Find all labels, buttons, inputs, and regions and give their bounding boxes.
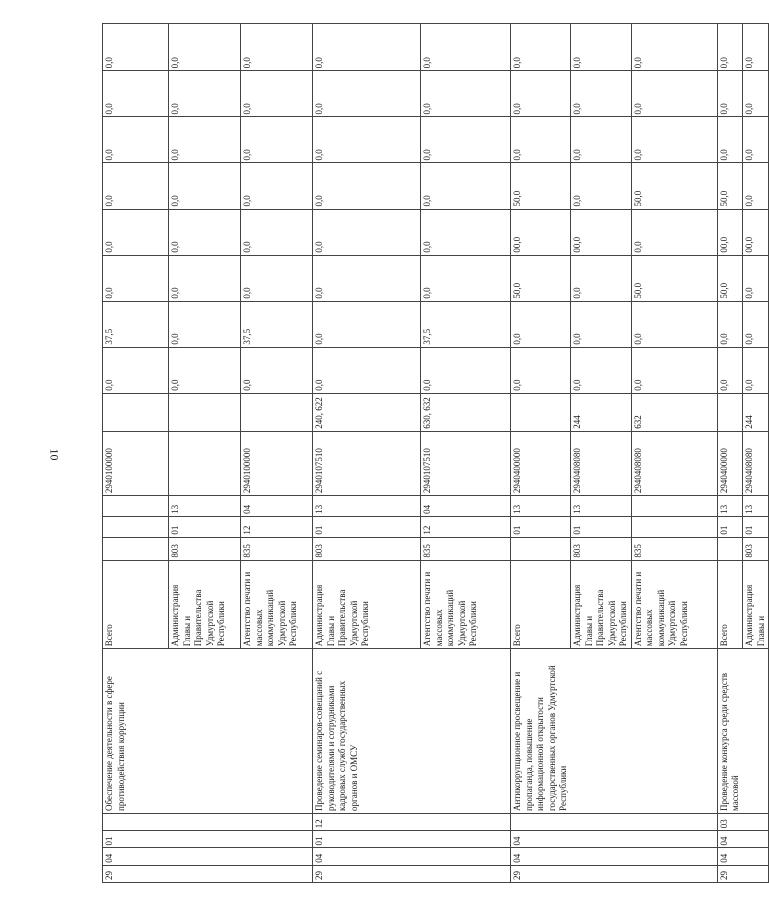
cell-csr: 2940408080 <box>743 431 769 495</box>
cell-csr: 2940400000 <box>717 431 743 495</box>
cell-val-2: 0,0 <box>313 301 421 347</box>
cell-val-8: 0,0 <box>421 24 511 71</box>
cell-val-7: 0,0 <box>169 71 241 117</box>
cell-val-5: 0,0 <box>313 163 421 209</box>
cell-val-4: 00,0 <box>743 209 769 255</box>
cell-code-gp: 29 <box>511 865 571 882</box>
cell-val-8: 0,0 <box>511 24 571 71</box>
cell-grbs: 803 <box>313 537 421 560</box>
cell-executor: Агентство печати и массовых коммуникаций Удмуртской Республики <box>241 560 313 649</box>
cell-csr <box>169 431 241 495</box>
cell-executor: Агентство печати и массовых коммуникаций Удмуртской Республики <box>631 560 717 649</box>
cell-val-3: 0,0 <box>103 255 169 301</box>
table-row <box>743 24 769 883</box>
cell-vr <box>103 393 169 431</box>
cell-vr: 630, 632 <box>421 393 511 431</box>
cell-event-name <box>631 649 717 814</box>
cell-val-3: 0,0 <box>743 255 769 301</box>
cell-code-om <box>743 831 769 848</box>
cell-executor: Всего <box>511 560 571 649</box>
cell-vr: 632 <box>631 393 717 431</box>
cell-code-om: 01 <box>103 831 169 848</box>
cell-val-2: 0,0 <box>743 301 769 347</box>
cell-val-1: 0,0 <box>631 347 717 393</box>
cell-val-5: 0,0 <box>421 163 511 209</box>
cell-event-name <box>743 649 769 814</box>
cell-pr: 04 <box>241 496 313 517</box>
cell-val-8: 0,0 <box>631 24 717 71</box>
cell-rz: 01 <box>717 516 743 537</box>
table-row <box>103 24 169 883</box>
cell-event-name <box>571 649 632 814</box>
cell-pr <box>631 496 717 517</box>
cell-csr: 2940100000 <box>103 431 169 495</box>
cell-val-1: 0,0 <box>717 347 743 393</box>
cell-code-om <box>169 831 241 848</box>
cell-val-2: 0,0 <box>717 301 743 347</box>
cell-val-7: 0,0 <box>717 71 743 117</box>
cell-val-3: 0,0 <box>421 255 511 301</box>
cell-code-pp <box>241 848 313 865</box>
cell-val-7: 0,0 <box>511 71 571 117</box>
cell-code-gp <box>169 865 241 882</box>
cell-code-pp: 04 <box>511 848 571 865</box>
cell-val-4: 00,0 <box>511 209 571 255</box>
cell-val-4: 0,0 <box>631 209 717 255</box>
cell-pr <box>103 496 169 517</box>
cell-executor: Всего <box>103 560 169 649</box>
cell-val-2: 37,5 <box>241 301 313 347</box>
cell-executor: Всего <box>717 560 743 649</box>
cell-code-m <box>169 813 241 830</box>
cell-val-3: 50,0 <box>511 255 571 301</box>
cell-val-6: 0,0 <box>241 117 313 163</box>
cell-code-pp <box>743 848 769 865</box>
cell-code-om: 04 <box>717 831 743 848</box>
cell-code-m <box>241 813 313 830</box>
cell-code-gp <box>743 865 769 882</box>
cell-val-4: 00,0 <box>571 209 632 255</box>
cell-rz <box>631 516 717 537</box>
page-number: 10 <box>47 448 62 461</box>
table-body <box>103 24 769 883</box>
cell-val-3: 50,0 <box>717 255 743 301</box>
cell-code-om: 01 <box>313 831 421 848</box>
cell-rz: 12 <box>241 516 313 537</box>
cell-grbs: 835 <box>421 537 511 560</box>
cell-val-4: 0,0 <box>313 209 421 255</box>
cell-val-4: 0,0 <box>241 209 313 255</box>
cell-rz: 01 <box>511 516 571 537</box>
cell-event-name: Обеспечение деятельности в сфере противодействия коррупции <box>103 649 169 814</box>
cell-val-8: 0,0 <box>571 24 632 71</box>
cell-val-5: 50,0 <box>511 163 571 209</box>
cell-executor: Администрация Главы и Правительства Удмуртской Республики <box>571 560 632 649</box>
cell-code-m: 12 <box>313 813 421 830</box>
cell-val-4: 0,0 <box>103 209 169 255</box>
cell-val-8: 0,0 <box>743 24 769 71</box>
cell-val-7: 0,0 <box>571 71 632 117</box>
cell-val-3: 50,0 <box>631 255 717 301</box>
cell-event-name: Проведение конкурса среди средств массовой <box>717 649 743 814</box>
cell-val-7: 0,0 <box>743 71 769 117</box>
cell-code-gp: 29 <box>103 865 169 882</box>
table-row <box>571 24 632 883</box>
cell-vr: 244 <box>743 393 769 431</box>
cell-val-6: 0,0 <box>717 117 743 163</box>
table-row <box>241 24 313 883</box>
cell-csr: 2940107510 <box>421 431 511 495</box>
cell-csr: 2940408080 <box>571 431 632 495</box>
cell-code-gp: 29 <box>313 865 421 882</box>
cell-vr: 244 <box>571 393 632 431</box>
cell-code-om <box>241 831 313 848</box>
cell-code-gp <box>631 865 717 882</box>
cell-val-4: 0,0 <box>169 209 241 255</box>
cell-code-om <box>571 831 632 848</box>
cell-val-5: 0,0 <box>241 163 313 209</box>
cell-val-6: 0,0 <box>169 117 241 163</box>
cell-val-1: 0,0 <box>313 347 421 393</box>
cell-code-m <box>631 813 717 830</box>
cell-csr: 2940408080 <box>631 431 717 495</box>
cell-code-pp: 04 <box>717 848 743 865</box>
cell-rz: 01 <box>169 516 241 537</box>
cell-code-m <box>103 813 169 830</box>
cell-event-name: Проведение семинаров-совещаний с руководителями и сотрудниками кадровых служб государственных органов и ОМСУ <box>313 649 421 814</box>
cell-pr: 13 <box>313 496 421 517</box>
cell-rz: 01 <box>313 516 421 537</box>
cell-code-pp <box>421 848 511 865</box>
cell-val-5: 0,0 <box>743 163 769 209</box>
cell-val-7: 0,0 <box>103 71 169 117</box>
cell-val-2: 0,0 <box>511 301 571 347</box>
cell-pr: 13 <box>571 496 632 517</box>
cell-code-pp: 04 <box>103 848 169 865</box>
cell-event-name <box>169 649 241 814</box>
cell-val-8: 0,0 <box>717 24 743 71</box>
table-row <box>313 24 421 883</box>
cell-val-8: 0,0 <box>241 24 313 71</box>
cell-val-1: 0,0 <box>103 347 169 393</box>
table-row <box>631 24 717 883</box>
cell-executor: Администрация Главы и Правительства Удмуртской Республики <box>313 560 421 649</box>
cell-rz: 01 <box>571 516 632 537</box>
cell-val-1: 0,0 <box>743 347 769 393</box>
table-row <box>169 24 241 883</box>
cell-val-3: 0,0 <box>571 255 632 301</box>
cell-grbs: 803 <box>571 537 632 560</box>
cell-code-m <box>511 813 571 830</box>
cell-grbs: 803 <box>743 537 769 560</box>
cell-val-5: 0,0 <box>169 163 241 209</box>
cell-val-1: 0,0 <box>241 347 313 393</box>
cell-rz: 12 <box>421 516 511 537</box>
cell-code-gp <box>421 865 511 882</box>
cell-val-6: 0,0 <box>743 117 769 163</box>
cell-val-7: 0,0 <box>313 71 421 117</box>
cell-executor: Администрация Главы и <box>743 560 769 649</box>
cell-pr: 13 <box>743 496 769 517</box>
cell-val-2: 37,5 <box>421 301 511 347</box>
cell-grbs: 835 <box>631 537 717 560</box>
cell-grbs <box>717 537 743 560</box>
cell-val-1: 0,0 <box>571 347 632 393</box>
cell-code-om: 04 <box>511 831 571 848</box>
cell-val-6: 0,0 <box>103 117 169 163</box>
cell-val-2: 0,0 <box>571 301 632 347</box>
cell-val-5: 0,0 <box>103 163 169 209</box>
cell-val-8: 0,0 <box>313 24 421 71</box>
cell-val-8: 0,0 <box>103 24 169 71</box>
cell-val-1: 0,0 <box>511 347 571 393</box>
cell-code-pp: 04 <box>313 848 421 865</box>
cell-val-5: 50,0 <box>717 163 743 209</box>
cell-grbs <box>511 537 571 560</box>
cell-code-pp <box>571 848 632 865</box>
cell-pr: 04 <box>421 496 511 517</box>
cell-val-5: 0,0 <box>571 163 632 209</box>
cell-code-m <box>571 813 632 830</box>
cell-code-om <box>421 831 511 848</box>
cell-rz: 01 <box>743 516 769 537</box>
cell-code-m <box>743 813 769 830</box>
cell-csr: 2940100000 <box>241 431 313 495</box>
cell-csr: 2940400000 <box>511 431 571 495</box>
cell-val-7: 0,0 <box>421 71 511 117</box>
cell-pr: 13 <box>717 496 743 517</box>
table-row <box>511 24 571 883</box>
cell-val-6: 0,0 <box>571 117 632 163</box>
cell-vr <box>169 393 241 431</box>
cell-csr: 2940107510 <box>313 431 421 495</box>
cell-val-2: 0,0 <box>169 301 241 347</box>
cell-grbs: 803 <box>169 537 241 560</box>
cell-code-pp <box>631 848 717 865</box>
cell-val-2: 0,0 <box>631 301 717 347</box>
rotated-page <box>102 23 766 883</box>
cell-rz <box>103 516 169 537</box>
cell-val-5: 50,0 <box>631 163 717 209</box>
cell-val-8: 0,0 <box>169 24 241 71</box>
cell-code-gp <box>571 865 632 882</box>
budget-table <box>102 23 769 883</box>
cell-pr: 13 <box>511 496 571 517</box>
cell-val-7: 0,0 <box>631 71 717 117</box>
cell-event-name: Антикоррупционное просвещение и пропаганда, повышение информационной открытости государственных органов Удмуртской Республики <box>511 649 571 814</box>
cell-code-m <box>421 813 511 830</box>
cell-vr <box>511 393 571 431</box>
cell-event-name <box>241 649 313 814</box>
cell-code-gp <box>241 865 313 882</box>
cell-vr <box>241 393 313 431</box>
cell-code-m: 03 <box>717 813 743 830</box>
cell-val-3: 0,0 <box>169 255 241 301</box>
cell-val-2: 37,5 <box>103 301 169 347</box>
cell-val-1: 0,0 <box>421 347 511 393</box>
cell-code-om <box>631 831 717 848</box>
cell-val-6: 0,0 <box>511 117 571 163</box>
cell-pr: 13 <box>169 496 241 517</box>
table-row <box>717 24 743 883</box>
cell-val-3: 0,0 <box>241 255 313 301</box>
cell-val-6: 0,0 <box>631 117 717 163</box>
cell-code-pp <box>169 848 241 865</box>
cell-vr: 240, 622 <box>313 393 421 431</box>
cell-executor: Администрация Главы и Правительства Удмуртской Республики <box>169 560 241 649</box>
cell-val-7: 0,0 <box>241 71 313 117</box>
table-row <box>421 24 511 883</box>
cell-val-4: 0,0 <box>421 209 511 255</box>
cell-grbs <box>103 537 169 560</box>
cell-val-4: 00,0 <box>717 209 743 255</box>
cell-grbs: 835 <box>241 537 313 560</box>
cell-vr <box>717 393 743 431</box>
cell-val-1: 0,0 <box>169 347 241 393</box>
cell-val-6: 0,0 <box>313 117 421 163</box>
cell-val-6: 0,0 <box>421 117 511 163</box>
cell-executor: Агентство печати и массовых коммуникаций Удмуртской Республики <box>421 560 511 649</box>
cell-val-3: 0,0 <box>313 255 421 301</box>
cell-event-name <box>421 649 511 814</box>
cell-code-gp: 29 <box>717 865 743 882</box>
